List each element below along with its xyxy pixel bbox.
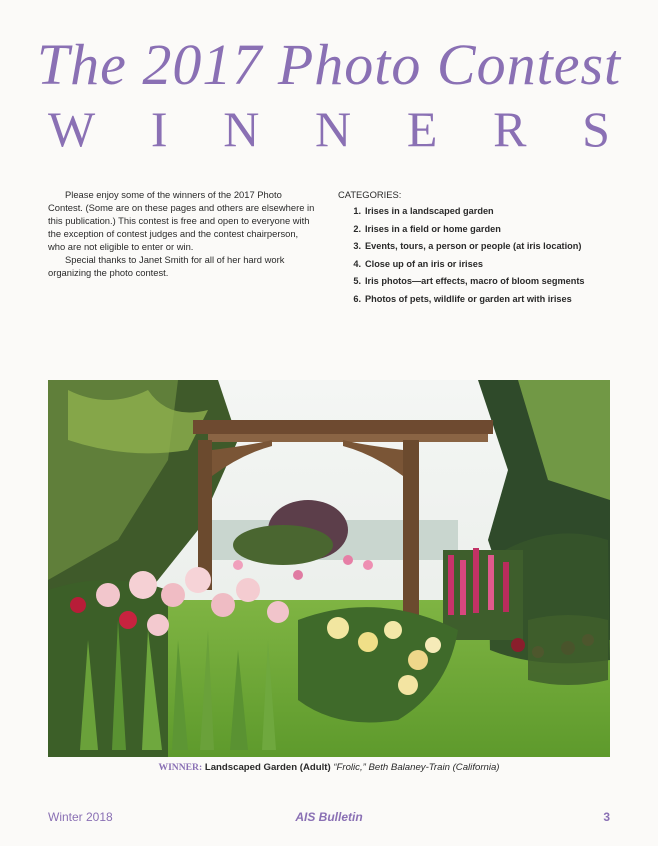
subtitle-letter: N: [223, 101, 260, 157]
category-number: 3.: [353, 241, 361, 251]
winner-photo: [48, 380, 610, 757]
photo-caption: [0, 762, 658, 773]
page-title: The 2017 Photo Contest: [36, 32, 622, 97]
category-label: Events, tours, a person or people (at iris location): [365, 241, 582, 251]
intro-paragraph: Please enjoy some of the winners of the 2017 Photo Contest. (Some are on these pages and others are elsewhere in this publication.) This contest is free and open to everyone with the exception of contest judges and the contest chairperson, who are not eligible to enter or win.: [48, 189, 315, 252]
categories-section: [338, 188, 618, 310]
categories-heading: CATEGORIES:: [338, 189, 402, 200]
category-number: 1.: [353, 206, 361, 216]
intro-text: [48, 188, 316, 279]
category-item: [338, 223, 618, 241]
caption-winner-label: WINNER:: [158, 762, 203, 773]
subtitle-letter: S: [582, 101, 610, 157]
categories-list: [338, 205, 618, 310]
subtitle-letter: R: [493, 101, 527, 157]
intro-paragraph: Special thanks to Janet Smith for all of her hard work organizing the photo contest.: [48, 254, 285, 278]
category-number: 5.: [353, 276, 361, 286]
category-number: 4.: [353, 258, 361, 269]
category-item: [338, 275, 618, 293]
category-label: Iris photos—art effects, macro of bloom segments: [365, 276, 585, 286]
caption-title: “Frolic,”: [333, 762, 366, 773]
category-item: [338, 240, 618, 258]
footer-issue: Winter 2018: [48, 810, 113, 824]
category-number: 6.: [353, 293, 361, 304]
category-item: [338, 293, 618, 311]
page-subtitle: [48, 101, 610, 157]
category-number: 2.: [353, 223, 361, 234]
category-item: [338, 258, 618, 276]
subtitle-letter: I: [150, 101, 168, 157]
category-item: [338, 205, 618, 223]
caption-category: Landscaped Garden (Adult): [204, 762, 331, 773]
category-label: Irises in a landscaped garden: [365, 206, 494, 216]
category-label: Irises in a field or home garden: [365, 223, 501, 234]
footer-publication: AIS Bulletin: [295, 810, 363, 824]
subtitle-letter: E: [406, 101, 438, 157]
subtitle-letter: N: [315, 101, 352, 157]
category-label: Photos of pets, wildlife or garden art with irises: [365, 293, 572, 304]
footer-page-number: 3: [603, 810, 610, 824]
category-label: Close up of an iris or irises: [365, 258, 483, 269]
subtitle-letter: W: [48, 101, 96, 157]
caption-author: Beth Balaney-Train (California): [368, 762, 500, 773]
